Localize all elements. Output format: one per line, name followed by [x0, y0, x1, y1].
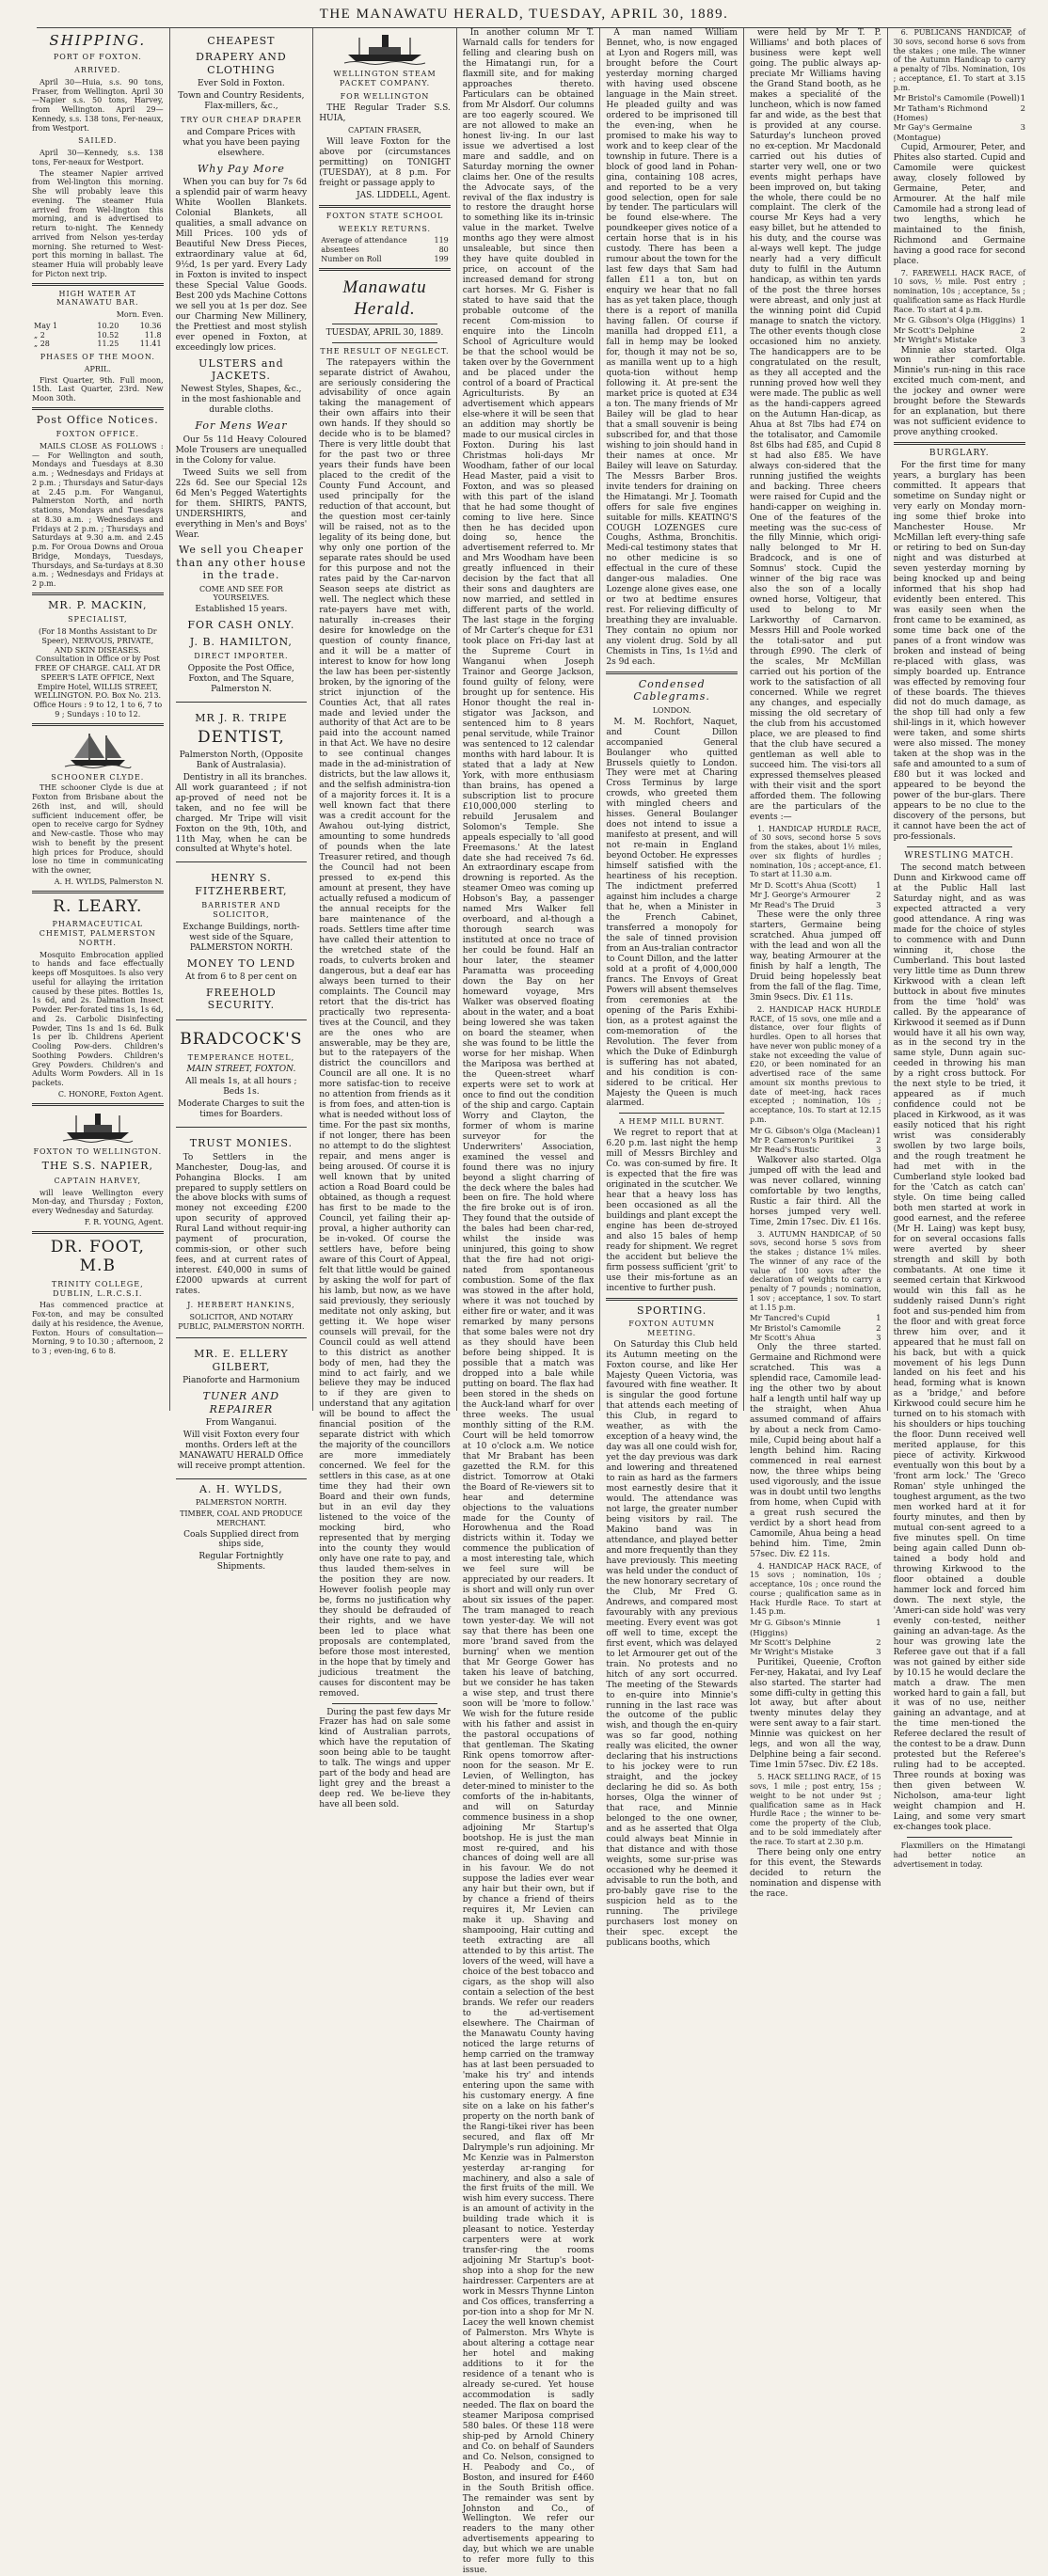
race-7-conditions: 7. FAREWELL HACK RACE, of 10 sovs, ½ mile. Post entry ; nomination, 10s ; acceptance, 5s ; qualification same as Hack Hurdle Race. To start at 4 p.m. [893, 268, 1025, 314]
horse-name: Mr Gay's Germaine (Montague) [893, 123, 973, 143]
divider [32, 1231, 164, 1234]
arrived-heading: ARRIVED. [74, 66, 121, 75]
placing: 2 [876, 891, 881, 901]
leary-name: R. LEARY. [53, 896, 143, 916]
money-heading: MONEY TO LEND [186, 956, 296, 970]
tide-even: 11.41 [139, 340, 162, 349]
placing: 3 [876, 1333, 881, 1343]
divider [606, 672, 738, 674]
divider [606, 1298, 738, 1301]
steamer-icon [63, 1110, 133, 1144]
schooner-icon [65, 730, 131, 769]
horse-name: Mr Wright's Mistake [893, 336, 977, 346]
race-4-conditions: 4. HANDICAP HACK RACE, of 15 sovs ; nomination, 10s ; acceptance, 10s ; once round the course ; qualification same as in Hack Hurdle Race. To start at 1.45 p.m. [749, 1561, 881, 1617]
dateline: TUESDAY, APRIL 30, 1889. [326, 327, 444, 338]
hamilton-importer: DIRECT IMPORTER. [194, 651, 289, 660]
mens-text: Our 5s 11d Heavy Coloured Mole Trousers are unequalled in the Colony for value. [175, 435, 308, 466]
placing: 3 [876, 1146, 881, 1156]
placing: 1 [876, 1619, 881, 1629]
moon-heading: PHASES OF THE MOON. [40, 353, 155, 362]
race-result [750, 1324, 881, 1334]
leary-text: Mosquito Embrocation applied to hands and face effectually keeps off Mosquitoes. Is also very useful for allaying the irritation caused by these pites. Bottles 1s, 1s 6d, and 2s. Dalmation Insect Powder. Per-forated tins 1s, 1s 6d, and 2s. Carbolic Disinfecting Powder, Tins 1s and 1s 6d. Bulk 1s per lb. Childrens Aperient Cooling Pow-ders. Children's Soothing Powders. Children's Grey Powders. Children's and Adults Worm Powders. All in 1s packets. [32, 950, 164, 1088]
money-text: At from 6 to 8 per cent on [185, 972, 297, 983]
company-heading: WELLINGTON STEAM PACKET COMPANY. [333, 70, 437, 87]
tripe-address: Palmerston North, (Opposite Bank of Australasia). [179, 750, 304, 770]
tide-morn: 10.20 [97, 321, 119, 330]
port-heading: PORT OF FOXTON. [53, 53, 142, 62]
horse-name: Mr Scott's Ahua [749, 1333, 816, 1343]
race-4-report: Puritikei, Queenie, Crofton Fer-ney, Hakatai, and Ivy Leaf also started. The starter had some diffi-culty in getting this lot away, but after about twenty minutes delay they were sent away to a fair start. Minnie was quickest on her legs, and won all the way, Delphine being a fair second. Time 1min 57sec. Div. £2 18s. [749, 1657, 881, 1771]
horse-name: Mr Tancred's Cupid [749, 1314, 831, 1324]
returns-row [319, 255, 451, 264]
divider [894, 442, 1025, 445]
foot-title: TRINITY COLLEGE, DUBLIN, L.R.C.S.I. [51, 1279, 144, 1298]
meals-line: All meals 1s, at all hours ; Beds 1s. [185, 1077, 297, 1098]
huia-heading: THE Regular Trader S.S. HUIA, [319, 103, 451, 124]
column-1 [26, 28, 170, 1411]
horse-name: Mr Bristol's Camomile (Powell) [893, 94, 1020, 104]
clyde-caption: SCHOONER CLYDE. [51, 772, 145, 782]
tide-table [32, 322, 164, 349]
tide-heading: HIGH WATER AT MANAWATU BAR. [56, 289, 139, 308]
moon-month: APRIL. [84, 364, 111, 373]
hemp-mill-text: We regret to report that at 6.20 p.m. last night the hemp mill of Messrs Birchley and Co. was con-sumed by fire. It is expected that the fire was originated in the scutcher. We hear that a heavy loss has been occasioned as all the buildings and plant except the engine has been de-stroyed and also 15 bales of hemp ready for shipment. We regret the accident but believe the firm possess sufficient 'grit' to use their mis-fortune as an incentive to further push. [606, 1129, 738, 1293]
column-7 [888, 28, 1031, 1869]
mens-heading: For Mens Wear [195, 419, 288, 433]
horse-name: Mr Wright's Mistake [749, 1648, 834, 1658]
hamilton-ad [176, 28, 308, 703]
ulsters-heading: ULSTERS and JACKETS. [198, 356, 284, 383]
tide-columns: Morn. Even. [116, 310, 164, 320]
ulsters-text: Newest Styles, Shapes, &c., in the most fashionable and durable cloths. [181, 385, 302, 416]
returns-value: 199 [434, 254, 449, 263]
divider [32, 283, 164, 286]
race-result [750, 1314, 881, 1323]
sailed-text: April 30—Kennedy, s.s. 138 tons, Fer-neaux for Westport. [32, 149, 164, 166]
placing: 1 [876, 881, 881, 892]
honore-signature: C. HONORE, Foxton Agent. [57, 1089, 164, 1098]
ellery-name: MR. E. ELLERY GILBERT, [194, 1348, 289, 1373]
fitzherbert-title: BARRISTER AND SOLICITOR, [201, 901, 281, 920]
burglary-text: For the first time for many years, a burglary has been committed. It appears that sometime on Sunday night or very early on Monday morn-ing some thief broke into Manchester House. Mr McMillan left every-thing safe or retiring to bed on Sun-day night and was disturbed at seven yesterday morning by being knocked up and being informed that his shop had evidently been entered. This was easily seen when the front came to be examined, as some time back one of the panes of a front window was broken and instead of being re-placed with glass, was simply boarded up. Entrance was effected by removing four of these boards. The thieves did not do much damage, as the shop till had only a few shil-lings in it, which however were taken, and some shirts were also missed. The money taken at the shop was in the safe and amounted to a sum of £80 but it was locked and appeared to be beyond the power of the bur-glars. There appears to be no clue to the discovery of the persons, but it cannot have been the act of pro-fessionals. [893, 461, 1026, 843]
mackin-text: (For 18 Months Assistant to Dr Speer), NERVOUS, PRIVATE, AND SKIN DISEASES. Consultation in Office or by Post FREE OF CHARGE. CALL AT DR SPEER'S LATE OFFICE, Next Empire Hotel, WILLIS STREET, WELLINGTON. P.O. Box No. 213. Office Hours : 9 to 12, 1 to 6, 7 to 9 ; Sundays : 10 to 12. [33, 627, 163, 719]
placing: 1 [876, 1126, 881, 1136]
placing: 3 [1020, 336, 1025, 346]
race-result [750, 891, 881, 900]
tide-date: May 1 [34, 321, 58, 330]
tide-morn: 10.52 [97, 330, 119, 340]
tide-even: 10.36 [139, 321, 162, 330]
dentist-heading: DENTIST, [197, 728, 285, 748]
sailed-heading: SAILED. [78, 136, 118, 146]
wylds-title: PALMERSTON NORTH. [195, 1498, 287, 1508]
placing: 1 [1020, 316, 1025, 326]
newspaper-title: THE MANAWATU HERALD, TUESDAY, APRIL 30, 1889. [319, 7, 729, 22]
napier-signature: F. R. YOUNG, Agent. [84, 1217, 164, 1226]
huia-captain: CAPTAIN FRASER, [348, 126, 421, 135]
wylds-name: A. H. WYLDS, [198, 1482, 283, 1495]
horse-name: Mr G. Gibson's Minnie (Higgins) [749, 1619, 841, 1638]
divider [332, 1703, 437, 1704]
tripe-text: Dentistry in all its branches. All work guaranteed ; if not ap-proved of need not be taken, and no fee will be charged. Mr Tripe will visit Foxton on the 9th, 10th, and 11th May, when he can be consulted at Whyte's hotel. [175, 772, 308, 855]
neglect-heading: THE RESULT OF NEGLECT. [320, 346, 450, 356]
moon-phases: First Quarter, 9th. Full moon, 15th. Last Quarter, 23rd. New Moon 30th. [32, 375, 164, 403]
divider [32, 891, 164, 893]
horse-name: Mr P. Cameron's Puritikei [749, 1136, 854, 1146]
ellery-text: Will visit Foxton every four months. Orders left at the MANAWATU HERALD Office will receive prompt attention. [177, 1430, 306, 1471]
try-heading: TRY OUR CHEAP DRAPER [180, 116, 302, 125]
race-result [750, 901, 881, 910]
huia-text: Will leave Foxton for the above por (circumstances permitting) on TONIGHT (TUESDAY), at 8 p.m. For freight or passage apply to [319, 136, 451, 188]
clyde-text: THE schooner Clyde is due at Foxton from Brisbane about the 26th inst, and will, should sufficient inducement offer, be open to receive cargo for Sydney and New-castle. Those who may wish to benefit by the present high prices for Produce, should lose no time in communicating with the owner, [32, 783, 164, 876]
shipping-heading: SHIPPING. [49, 32, 147, 49]
divider [332, 342, 437, 343]
cash-heading: FOR CASH ONLY. [187, 619, 295, 632]
autumn-meeting-continued: were held by Mr T. P. Williams' and both places of business were kept well going. The public always ap-preciate Mr Williams having the Grand Stand booth, as he makes a specialité of the luncheon, which is now famed far and wide, as the best that is provided at any course. Saturday's luncheon proved no ex-ception. Mr Macdonald carried out his duties of starter very well, one or two events might perhaps have been improved on, but taking the whole, there could be no complaint. The clerk of the course Mr Keys had a very easy billet, but he attended to his duty, and the course was al-ways well kept. The judge nearly had a very difficult duty to fulfil in the Autumn handicap, as within ten yards of the post the three horses were abreast, and only just at the winning point did Cupid manage to snatch the victory. The other events though close occasioned him no anxiety. The handicappers are to be congratulated on the result, as they all accepted and the running proved how well they were made. The public as well as the handi-cappers agreed on the Autumn Han-dicap, as Ahua at 8st 7lbs had £74 on the totalisator, and Camomile 8st 6lbs had £85, and Cupid 8 st had also £85. We have always con-sidered that the running justified the weights and backing. Three cheers were raised for Cupid and the handi-capper on weighing in. One of the features of the meeting was the suc-cess of the filly Minnie, which origi-nally belonged to Mr H. Bradcock, and is one of Somnus' stock. Cupid the winner of the big race was also the son of a locally owned horse, Voltigeur, that used to belong to Mr Larkworthy of Carnarvon. Messrs Hill and Poole worked the totali-sator and put through £990. The clerk of the scales, Mr McMillan carried out his portion of the work to the satisfaction of all concerned. While we regret any changes, and especially missing the old secretary of the club from his accustomed place, we are pleased to find that the club have secured a gentleman as well able to succeed him. The visi-tors all expressed themselves pleased with their visit and the sport afforded them. The following are the particulars of the events :— [749, 28, 881, 822]
horse-name: Mr D. Scott's Ahua (Scott) [749, 881, 857, 892]
race-result [750, 1648, 881, 1657]
fitzherbert-name: HENRY S. FITZHERBERT, [195, 872, 288, 897]
shipping-notes: The steamer Napier arrived from Wel-lington this morning. She will probably leave this evening. The steamer Huia arrived from Wel-lington this morning, and is advertised to return to-night. The Kennedy arrived from Nelson yes-terday morning. She returned to West-port this morning in ballast. The steamer Huia will probably leave for Picton next trip. [32, 168, 164, 278]
race-result [750, 881, 881, 891]
column-3 [313, 28, 457, 1810]
race-3-report: Only the three started. Germaine and Richmond were scratched. This was a splendid race, Camomile lead-ing the other two by about half a length until half way up the straight, when Ahua assumed command of affairs by about a neck from Camo-mile, Cupid being about half a length behind him. Racing commenced in real earnest now, the three whips being used vigorously, and the issue was in doubt until two lengths from home, when Cupid with a great rush secured the verdict by a short head from Camomile, Ahua being a head behind him. Time, 2min 57sec. Div. £2 11s. [749, 1343, 881, 1559]
tripe-ad [176, 705, 308, 863]
mackin-title: SPECIALIST, [68, 615, 128, 624]
horse-name: Mr G. Gibson's Olga (Higgins) [893, 316, 1016, 326]
tuner-heading: TUNER AND REPAIRER [202, 1390, 280, 1415]
trust-heading: TRUST MONIES. [189, 1137, 293, 1150]
cablegrams-text: M. M. Rochfort, Naquet, and Count Dillon accompanied General Boulanger who quitted Brussels quietly to London. They were met at Charing Cross Terminus by large crowds, who greeted them with mingled cheers and hisses. General Boulanger does not intend to issue a manifesto at present, and will not re-main in England beyond October. He expresses himself satisfied with the heartiness of his reception. The indictment preferred against him includes a charge that he, when a Minister in the French Cabinet, transferred a monopoly for the sale of tinned provision from an Aus-tralian contractor to Count Dillon, and the latter sold at a profit of 4,000,000 francs. The Envoys of Great Powers will absent themselves from ceremonies at the opening of the Paris Exhibi-tion, as a protest against the com-memoration of the Revolution. The fever from which the Duke of Edinburgh is suffering has not abated, and his condition is con-sidered to be critical. Her Majesty the Queen is much alarmed. [606, 717, 738, 1109]
bradcock-ad [176, 1023, 308, 1128]
main-street: MAIN STREET, FOXTON. [186, 1065, 296, 1075]
tide-even: 11.8 [144, 330, 162, 340]
neglect-article: The ratepayers within the separate district of Awahou, are seriously considering the advisability of once again taking the management of their own affairs into their own hands. If they should so decide who is to be blamed? There is very little doubt that for the past two or three years their funds have been placed to the credit of the County Fund Account, and used principally for the reduction of that account, but the question most cer-tainly will be raised, not as to the legality of its being done, but why only one portion of the separate rates should be used for this purpose and not the rates paid by the Car-narvon Season seeps ate district as well. The neglect which these rate-payers have met with, naturally in-creases their desire for knowledge on the question of county finance, and it will be a matter of interest to know for how long the law has been per-sistently broken, by the ignoring of the strict injunction of the Counties Act, that all rates made and levied under the authority of that Act are to be paid into the account named in that Act. We have no desire to see continual changes made in the ad-ministration of districts, but the law allows it, and the selfish administra-tion of a majority forces it. It is a well known fact that there was a credit account for the Awahou out-lying district, amounting to some hundreds of pounds when the late Treasurer retired, and though the Council had not been pressed to ex-pend this amount at present, they have actually refused a modicum of the annual receipts for the bare maintenance of the roads. Settlers time after time have called their attention to the wretched state of the roads, to culverts broken and dangerous, but a deaf ear has always been turned to their complaints. The Council may retort that the dis-trict has practically two representa-tives at the Council, and they are the ones who are answerable, may be they are, but to the ratepayers of the district the councillors and Council are all one. It is no more satisfac-tion to receive no attention from friends as it is from foes, and atten-tion is what is needed without loss of time. For the past six months, if not longer, there has been no attempt to do the slightest repair, and mens anger is being aroused. Of course it is well known that by united action a Road Board could be obtained, as though a request has first to be made to the Council, yet failing their ap-proval, a higher authority can be in-voked. Of course the settlers have, before being aware of this Court of Appeal, felt that little would be gained by asking the wolf for part of his lamb, but now, as we have said previously, they seriously meditate not only asking, but getting it. We hope wiser counsels will prevail, for the Council could as well attend to this district as another body of men, had they the mind to act fairly, and we believe they may be induced to if they are given to understand that any agitation will be bound to affect the financial position of the separate district with which the majority of the councillors are more immediately concerned. We feel for the settlers in this case, as at one time they had their own Board and their own funds, but in an evil day they listened to the voice of the mocking bird, who represented that by merging into the county they would only have one rate to pay, and thus lauded them-selves in the position they are now. However foolish people may be, forms no justification why they should be defrauded of their rights, and we have been led to place what proposals are contemplated, before those most interested, in the hope that by timely and judicious treatment the causes for discontent may be removed. [319, 357, 451, 1699]
autumn-meeting-text: On Saturday this Club held its Autumn meeting on the Foxton course, and like Her Majesty Queen Victoria, was favoured with fine weather. It is singular the good fortune that attends each meeting of this Club, in regard to weather, as with the exception of a heavy wind, the day was all one could wish for, yet the day previous was dark and lowering and threatened to rain as hard as the farmers most earnestly desire that it would. The attendance was not large, the greater number being visitors by rail. The Makino band was in attendance, and played better and more frequently than they have previously. This meeting was held under the conduct of the new honorary secretary of the Club, Mr Fred G. Andrews, and compared most favourably with any previous meeting. Every event was got off well to time, except the first event, which was delayed to let Armourer get out of the train. No protests and no hitch of any sort occurred. The meeting of the Stewards to en-quire into Minnie's running in the last race was the outcome of the public wish, and though the en-quiry was so far good, nothing really was elicited, the owner declaring that his instructions to his jockey were to run straight, and the jockey declaring he did so. As both horses, Olga the winner of that race, and Minnie belonged to the one owner, and as he asserted that Olga could always beat Minnie in that distance and with those weights, some sur-prise was occasioned why he deemed it advisable to run the both, and pro-bably gave rise to the suspicion held as to the running. The privilege purchasers lost money on their spec. except the publicans booths, which [606, 1339, 738, 1948]
town-line: Town and Country Residents, Flax-millers, &c., [178, 91, 305, 112]
wrestling-text: The second match between Dunn and Kirkwood came off at the Public Hall last Saturday night, and as was expected attracted a very good attendance. A ring was made for the choice of styles to commence with and Dunn winning it, chose the Cumberland. This bout lasted very little time as Dunn threw Kirkwood with a clean left buttock in about five minutes from the time 'hold' was called. By the appearance of Kirkwood it seemed as if Dunn would have it all his own way, as in the second try in the same style, Dunn again suc-ceeded in throwing his man by a right cross buttock. For the next style to be tried, it appeared as if much confidence could not be placed in Kirkwood, as it was easily noticed that his right wrist was considerably swollen by two large boils, and the rough treatment he had met with in the Cumberland style looked bad for the 'Catch as catch can' style. On time being called both men started at work in good earnest, and the referee (Mr H. Laing) was kept busy, for on several occasions falls were averted by sheer strength and skill by both combatants. At one time it seemed certain that Kirkwood would win this fall as he suddenly raised Dunn's right foot and sus-pended him from the floor and with great force threw him over, and it appeared that he must fall on his back, but with a quick movement of his legs Dunn landed on his feet and his head, forming what is known as a 'bridge,' and before Kirkwood could secure him he turned on to his stomach with his shoulders or hips touching the floor. Dunn received well merited applause, for this piece of activity. Kirkwood eventually won this bout by a 'front arm lock.' The 'Greco Roman' style unhinged the toughest argument, as the two men worked hard at it for fourty minutes, and then by mutual con-sent agreed to a five minutes spell. On time being again called Dunn ob-tained a body hold and throwing Kirkwood to the floor obtained a double hammer lock and forced him down. The next style, the 'Ameri-can side hold' was very evenly con-tested, neither gaining an advan-tage. As the hour was growing late the Referee gave out that if a fall was not gained by either side by 10.15 he would declare the match a draw. The men worked hard to gain a fall, but it was of no use, neither gaining an advantage, and at the time men-tioned the Referee declared the result of the contest to be a draw. Dunn protested but the Referee's ruling had to be accepted. Three rounds at boxing was then given between W. Nicholson, ama-teur light weight champion and H. Laing, and some very smart ex-changes took place. [893, 863, 1025, 1833]
weekly-heading: WEEKLY RETURNS. [338, 224, 432, 233]
masthead [0, 0, 1048, 26]
wylds-ad [176, 1483, 308, 1573]
divider [319, 205, 451, 208]
post-office-heading: Post Office Notices. [36, 413, 159, 426]
placing: 3 [876, 1648, 881, 1658]
tide-date: „ 2 [34, 330, 45, 340]
napier-captain: CAPTAIN HARVEY, [54, 1176, 142, 1185]
ellery-title: Pianoforte and Harmonium [183, 1376, 300, 1386]
school-returns [319, 236, 451, 263]
race-result [750, 1619, 881, 1638]
burglary-heading: BURGLARY. [929, 449, 990, 459]
race-result [750, 1136, 881, 1146]
race-result [750, 1127, 881, 1136]
clyde-signature: A. H. WYLDS, Palmerston N. [54, 877, 164, 886]
race-5-report: There being only one entry for this event, the Stewards decided to return the nomination and dispense with the race. [749, 1848, 881, 1900]
fitzherbert-ad [176, 865, 308, 1019]
race-6-conditions: 6. PUBLICANS HANDICAP, of 30 sovs, second horse 6 sovs from the stakes ; one mile. The winner of the Autumn Handicap to carry a penalty of 7lbs. Nomination, 10s ; acceptance, £1. To start at 3.15 p.m. [893, 28, 1025, 92]
tide-date: „ 28 [34, 340, 50, 349]
cheapest-heading: CHEAPEST [207, 35, 276, 47]
liddell-signature: JAS. LIDDELL, Agent. [357, 190, 451, 200]
horse-name: Mr G. Gibson's Olga (Maclean) [749, 1126, 875, 1136]
hamilton-address: Opposite the Post Office, Foxton, and The Square, Palmerston N. [187, 663, 295, 694]
race-result [750, 1638, 881, 1648]
placing: 1 [876, 1314, 881, 1324]
ellery-ad [176, 1341, 308, 1478]
compare-line: and Compare Prices with what you have been paying elsewhere. [183, 127, 300, 158]
race-3-conditions: 3. AUTUMN HANDICAP, of 50 sovs, second horse 5 sovs from the stakes ; distance 1¼ miles. The winner of any race of the value of 100 sovs after the declaration of weights to carry a penalty of 7 pounds ; nomination, 1 sov ; acceptance, 1 sov. To start at 1.15 p.m. [749, 1229, 881, 1312]
returns-label: Number on Roll [321, 254, 382, 263]
autumn-meeting-heading: FOXTON AUTUMN MEETING. [628, 1320, 716, 1337]
post-office-text: MAILS CLOSE AS FOLLOWS :— For Wellington and south, Mondays and Tuesdays at 8.30 a.m. ; Wednesdays and Fridays at 2 p.m. ; Thursdays and Satur-days at 2.45 p.m. For Wanganui, Palmerston North, and north stations, Mondays and Tuesdays at 8.30 a.m. ; Wednesdays and Fridays at 2 p.m. ; Thursdays and Saturdays at 9.30 a.m. and 2.45 p.m. For Oroua Downs and Oroua Bridge, Mondays, Tuesdays, Thursdays, and Sa-turdays at 8.30 a.m. ; Wednesdays and Fridays at 2 p.m. [32, 441, 164, 589]
why-pay-heading: Why Pay More [197, 162, 285, 175]
parrots-article: During the past few days Mr Frazer has had on sale some kind of Australian parrots, which have the reputation of soon being able to be taught to talk. The wings and upper part of the body and head are light grey and the breast a deep red. We be-lieve they have all been sold. [319, 1707, 451, 1810]
divider [907, 1837, 1012, 1838]
returns-label: absentees [321, 245, 359, 254]
returns-value: 80 [438, 245, 449, 254]
race-result [750, 1146, 881, 1155]
horse-name: Mr Read's Rustic [749, 1146, 819, 1156]
placing: 2 [1020, 325, 1025, 336]
tide-row [32, 331, 164, 340]
sporting-heading: SPORTING. [637, 1304, 707, 1317]
horse-name: Mr Tatham's Richmond (Homes) [893, 103, 988, 123]
horse-name: Mr Bristol's Camomile [749, 1323, 841, 1334]
placing: 2 [876, 1637, 881, 1648]
foot-name: DR. FOOT, M.B [50, 1237, 145, 1276]
race-result [750, 1334, 881, 1343]
timber-line: TIMBER, COAL AND PRODUCE MERCHANT. [180, 1509, 303, 1527]
boarders-line: Moderate Charges to suit the times for Boarders. [178, 1099, 305, 1120]
placing: 2 [876, 1136, 881, 1146]
placing: 3 [876, 900, 881, 910]
race-6-report: Cupid, Armourer, Peter, and Phites also started. Cupid and Camomile were quickest away, closely followed by Germaine, Peter, and Armourer. At the half mile Camomile had a strong lead of two lengths, which he maintained to the finish, Richmond and Germaine having a good race for second place. [893, 143, 1025, 266]
horse-name: Mr Scott's Delphine [893, 325, 975, 336]
local-news-continued: A man named William Bennet, who, is now engaged at Lyon and Rogers mill, was brought before the Court yesterday morning charged with having used obscene language in the Main street. He pleaded guilty and was ordered to be imprisoned till the even-ing, when he promised to make his way to work and to keep clear of the township in future. There is a block of good land in Pohan-gina, containing 108 acres, and reported to be a very good selection, open for sale by tender. The particulars will be found else-where. The poundkeeper gives notice of a certain horse that is in his custody. There has been a rumour about the town for the last few days that Sam had fallen £11 a ton, but on enquiry we hear that no fall has as yet taken place, though there is a report of manilla having fallen. Of course if manilla had dropped £11, a fall in hemp may be looked for, though it may not be so, as manilla went up to a high quota-tion without hemp following it. At pre-sent the market price is quoted at £34 a ton. The many friends of Mr Bailey will be glad to hear that a small souvenir is being subscribed for, and that those wishing to join should hand in their names at once. Mr Bailey will leave on Saturday. The Messrs Barber Bros. invite tenders for draining on the Himatangi. Mr J. Toomath offers for sale five engines suitable for mills. KEATING'S COUGH LOZENGES cure Coughs, Asthma, Bronchitis. Medi-cal testimony states that no other medicine is so effectual in the cure of these danger-ous maladies. One Lozenge alone gives ease, one or two at bedtime ensures rest. For relieving difficulty of breathing they are invaluable. They contain no opium nor any violent drug. Sold by all Chemists in Tins, 1s 1½d and 2s 9d each. [606, 28, 738, 668]
divider [32, 407, 164, 410]
race-1-conditions: 1. HANDICAP HURDLE RACE, of 30 sovs, second horse 5 sovs from the stakes, about 1½ miles, over six flights of hurdles ; nomination, 10s ; accept-ance, £1. To start at 11.30 a.m. [749, 824, 881, 879]
column-2 [170, 28, 314, 1572]
london-heading: LONDON. [652, 705, 691, 715]
divider [32, 723, 164, 726]
horse-name: Mr J. George's Armourer [749, 891, 850, 901]
tide-morn: 11.25 [97, 340, 119, 349]
for-wellington: FOR WELLINGTON [340, 91, 430, 101]
hemp-mill-heading: A HEMP MILL BURNT. [619, 1117, 725, 1127]
regular-line: Regular Fortnightly Shipments. [198, 1552, 284, 1572]
ever-sold: Ever Sold in Foxton. [198, 79, 285, 89]
race-2-report: Walkover also started. Olga jumped off with the lead and was never collared, winning comfortable by two lengths, Rustic a fair third. All the horses jumped very well. Time, 2min 17sec. Div. £1 16s. [749, 1155, 881, 1227]
temperance-heading: TEMPERANCE HOTEL, [187, 1052, 295, 1062]
placing: 3 [1020, 123, 1025, 134]
divider [319, 268, 451, 271]
foot-text: Has commenced practice at Fox-ton, and may be consulted daily at his residence, the Avenue, Foxton. Hours of consultation—Morning, 9 to 10.30 ; afternoon, 2 to 3 ; even-ing, 6 to 8. [32, 1301, 164, 1356]
wrestling-heading: WRESTLING MATCH. [904, 851, 1015, 861]
race-result [894, 316, 1025, 325]
napier-name: THE S.S. NAPIER, [41, 1160, 153, 1173]
race-result [894, 104, 1025, 124]
returns-value: 119 [434, 236, 449, 245]
returns-label: Average of attendance [321, 236, 407, 245]
divider [32, 593, 164, 595]
post-office-sub: FOXTON OFFICE. [56, 430, 140, 439]
napier-text: will leave Wellington every Mon-day, and Thursday ; Foxton, every Wednesday and Saturday. [32, 1188, 164, 1215]
why-pay-text: When you can buy for 7s 6d a splendid pair of warm heavy White Woollen Blankets. Colonial Blankets, all qualities, a small advance on Mill Prices. 100 yds of Beautiful New Dress Pieces, extraordinary value at 6d, 9½d, 1s per yard. Every Lady in Foxton is invited to inspect these Special Value Goods. Best 200 yds Machine Cottons we sell you at 1s per doz. See our Charming New Millinery, the Prettiest and most stylish ever opened in Foxton, at exceedingly low prices. [175, 178, 308, 353]
race-5-conditions: 5. HACK SELLING RACE, of 15 sovs, 1 mile ; post entry, 15s ; weight to be not under 9st ; qualification same as in Hack Hurdle Race ; the winner to be-come the property of the Club, and to be sold immediately after the race. To start at 2.30 p.m. [749, 1773, 881, 1846]
trust-text: To Settlers in the Manchester, Doug-las, and Pohangina Blocks. I am prepared to supply settlers on the above blocks with sums of money not exceeding £200 upon security of approved Rural Land without requir-ing payment of procuration, commis-sion, or other such fees, and at current rates of interest. £40,000 in sums of £2000 upwards at current rates. [175, 1152, 308, 1297]
arrived-text: April 30—Huia, s.s. 90 tons, Fraser, from Wellington. April 30—Napier s.s. 50 tons, Harvey, from Wellington. April 29—Kennedy, s.s. 138 tons, Fer-neaux, from Westport. [32, 77, 164, 133]
returns-row [319, 236, 451, 245]
race-result [894, 94, 1025, 103]
steamer-icon [344, 32, 425, 66]
tweed-text: Tweed Suits we sell from 22s 6d. See our Special 12s 6d Men's Pegged Watertights for them. SHIRTS, PANTS, UNDERSHIRTS, and everything in Men's and Boys' Wear. [175, 467, 308, 540]
race-result [894, 326, 1025, 336]
freehold-heading: FREEHOLD SECURITY. [206, 987, 277, 1012]
leary-title: PHARMACEUTICAL CHEMIST, PALMERSTON NORTH. [39, 920, 156, 947]
tide-row [32, 340, 164, 349]
race-2-conditions: 2. HANDICAP HACK HURDLE RACE, of 15 sovs, one mile and a distance, over four flights of hurdles. Open to all horses that have never won public money of a stake not exceeding the value of £20, or been nominated for an advertised race of the same amount six months previous to date of meet-ing, hack races excepted ; nomination, 10s ; acceptance, 10s. To start at 12.15 p.m. [749, 1004, 881, 1124]
divider [907, 846, 1012, 847]
column-4 [457, 28, 601, 2576]
fitzherbert-address: Exchange Buildings, north-west side of the Square, PALMERSTON NORTH. [183, 922, 300, 953]
hankins-name: J. HERBERT HANKINS, [187, 1301, 295, 1310]
horse-name: Mr Scott's Delphine [749, 1637, 832, 1648]
newspaper-page [26, 28, 1031, 2576]
cablegrams-heading: Condensed Cablegrams. [633, 678, 710, 703]
race-1-report: These were the only three starters, Germaine being scratched. Ahua jumped off with the lead and won all the way, beating Armourer at the finish by half a length, The Druid being hopelessly beat from the fall of the flag. Time, 3min 9secs. Div. £1 11s. [749, 910, 881, 1003]
hamilton-name: J. B. HAMILTON, [189, 635, 293, 648]
placing: 2 [876, 1323, 881, 1334]
school-heading: FOXTON STATE SCHOOL [326, 211, 444, 220]
placing: 2 [1020, 103, 1025, 114]
divider [32, 1103, 164, 1106]
cheaper-heading: We sell you Cheaper than any other house in the trade. [176, 544, 307, 582]
race-result [894, 123, 1025, 143]
flax-notice: Flaxmillers on the Himatangi had better notice an advertisement in today. [893, 1841, 1025, 1869]
napier-caption: FOXTON TO WELLINGTON. [33, 1146, 163, 1156]
local-news: In another column Mr T. Warnald calls for tenders for felling and clearing bush on the Himatangi run, for a flaxmill site, and for making approaches thereto. Particulars can be obtained from Mr Alsdorf. Our columns are too eagerly scoured. We are not allowed to make an honest liv-ing. In our last issue we advertised a lost mare and saddle, and on Saturday morning the owner claims her. One of the results the Advocate says, of the revival of the flax industry is to restore the draught horse to something like its in-trinsic value in the market. Twelve months ago they were almost unsaleable, but since then they have quite doubled in price, on account of the increased demand for strong cart horses. Mr G. Fisher is stated to have said that the probable outcome of the recent Com-mission to enquire into the Lincoln School of Agriculture would be that the school would be taken over by the Government and be placed under the control of a board of Practical Agriculturists. By an advertisement which appears else-where it will be seen that an addition may shortly be made to our musical circles in Foxton. During his last Christmas holi-days Mr Woodham, father of our local Head Master, paid a visit to Foxton, and was so pleased with this part of the island that he had some thought of coming to live here. Since then he has decided upon doing so, hence the advertisement referred to. Mr and Mrs Woodham have been greatly influenced in their decision by the fact that all their sons and daughters are now married, and settled in different parts of the world. The last stage in the forging of Mr Carter's cheque for £31 took place on Fri-day last at the Supreme Court in Wanganui when Joseph Trainor and George Jackson, found guilty of felony, were brought up for sentence. His Honor thought the real in-stigator was Jackson, and sentenced him to 8 years penal servitude, while Trainor was sentenced to 12 calendar months with hard labour. It is stated that a lady at New York, with more enthusiasm than brains, has opened a subscription list to procure £10,000,000 sterling to rebuild Jerusalem and Solomon's Temple. She appeals especially to 'all good Freemasons.' At the latest date she had received 7s 6d. An extraordinary escape from drowning is reported. As the steamer Omeo was coming up Hobson's Bay, a passenger named Mrs Walker fell overboard, and al-though a thorough search was instituted at once no trace of her could be found. Half an hour later, the steamer Paramatta was proceeding down the Bay on her homeward voyage, Mrs Walker was observed floating about in the water, and a boat being lowered she was taken on board the steamer, when she was found to be little the worse for her mishap. When the Mariposa was berthed at the Queen-street wharf experts were set to work at once to find out the condition of the ship and cargo. Captain Worry and Clayton, the former of whom is marine surveyor for the Underwriters' Association, examined the vessel and found there was no injury beyond a slight charring of the deck where the bales had been on fire. The hold where the fire broke out is of iron. They found that the outside of the bales had been char-red, whilst the inside was uninjured, this going to show that the fire had not origi-nated from spontaneous combustion. Some of the flax was stowed in the after hold, where it was not touched by either fire or water, and it was remarked by many persons that some bales were not dry as they should have been before being shipped. It is possible that a match was dropped into a bale while putting on board. The flax had been stored in the sheds on the Auck-land wharf for over three weeks. The usual monthly sitting of the R.M. Court will be held tomorrow at 10 o'clock a.m. We notice that Mr Brabant has been gazetted the R.M. for this district. Tomorrow at Otaki the Board of Re-viewers sit to hear and determine objections to the valuations made for the County of Horowhenua and the Road districts within it. Today we commence the publication of a most interesting tale, which we feel sure will be appreciated by our readers. It is short and will only run over about six issues of the paper. The tram managed to reach town yester-day. We will not say that there has been one more 'brand saved from the burning' when we mention that Mr George Gower has taken his leave of batching, but we consider he has taken a wise step, and trust there soon will be 'more to follow.' We wish for the future reside with his father and assist in the pastoral occupations of that gentleman. The Skating Rink opens tomorrow after-noon for the season. Mr E. Levien, of Wellington, has deter-mined to minister to the comforts of the in-habitants, and will on Saturday commence business in a shop adjoining Mr Startup's bootshop. He is just the man most re-quired, and his chances of doing well are all in his favour. We do not suppose the ladies ever wear any hair but their own, but if by chance a friend of theirs requires it, Mr Levien can make it up. Shaving and shampooing, Hair cutting and teeth extracting are all attended to by this artist. The lovers of the weed, will have a choice of the best tobacco and cigars, as the shop will also contain a selection of the best brands. We refer our readers to the ad-vertisement elsewhere. The Chairman of the Manawatu County having noticed the large returns of hemp carried on the tramway has at last been persuaded to 'make his try' and intends entering upon the same with his customary energy. A fine site on a lake on his father's property on the north bank of the Rangi-tikei river has been secured, and flax off Mr Dalrymple's run adjoining. Mr Mc Kenzie was in Palmerston yesterday ar-ranging for machinery, and also a sale of the first fruits of the mill. We wish him every success. There is an amount of activity in the building trade which it is pleasant to notice. Yesterday carpenters were at work transfer-ring the rooms adjoining Mr Startup's boot-shop into a shop for the new hairdresser. Carpenters are at work in Messrs Thynne Linton and Cos offices, transferring a por-tion into a shop for Mr N. Lacey the well known chemist of Palmerston. Mrs Whyte is about altering a cottage near her hotel and making additions to it for the residence of a tenant who is already se-cured. Yet house accommodation is sadly needed. The flax on board the steamer Mariposa comprised 580 bales. Of these 118 were ship-ped by Arnold Chinery and Co. on behalf of Saunders and Co. Nelson, consigned to H. Peabody and Co., of Boston, and insured for £460 in the South British office. The remainder was sent by Johnston and Co., of Wellington. We refer our readers to the many other advertisements appearing to day, but which we are unable to refer more fully to this issue. [462, 28, 595, 2576]
coals-line: Coals Supplied direct from ships side, [183, 1529, 299, 1550]
established-line: Established 15 years. [195, 605, 288, 615]
trust-ad [176, 1130, 308, 1338]
returns-row [319, 245, 451, 255]
mackin-name: MR. P. MACKIN, [48, 598, 148, 611]
placing: 1 [1020, 94, 1025, 104]
horse-name: Mr Read's The Druid [749, 900, 835, 910]
divider [619, 1113, 724, 1114]
drapery-heading: DRAPERY AND CLOTHING [196, 51, 287, 76]
race-7-report: Minnie also started. Olga won rather comfortable. Minnie's run-ning in this race excited much com-ment, and the jockey and owner were brought before the Stewards for an explanation, but there was not sufficient evidence to prove anything crooked. [893, 345, 1025, 438]
hankins-title: SOLICITOR, AND NOTARY PUBLIC, PALMERSTON NORTH. [178, 1312, 305, 1331]
column-6 [744, 28, 888, 1900]
column-5 [600, 28, 744, 1948]
nameplate: Manawatu Herald. [342, 277, 427, 319]
come-line: COME AND SEE FOR YOURSELVES. [198, 584, 283, 603]
tide-row [32, 322, 164, 331]
bradcock-name: BRADCOCK'S [180, 1029, 303, 1049]
ellery-from: From Wanganui. [205, 1418, 278, 1428]
race-result [894, 336, 1025, 345]
tripe-name: MR J. R. TRIPE [195, 711, 288, 724]
